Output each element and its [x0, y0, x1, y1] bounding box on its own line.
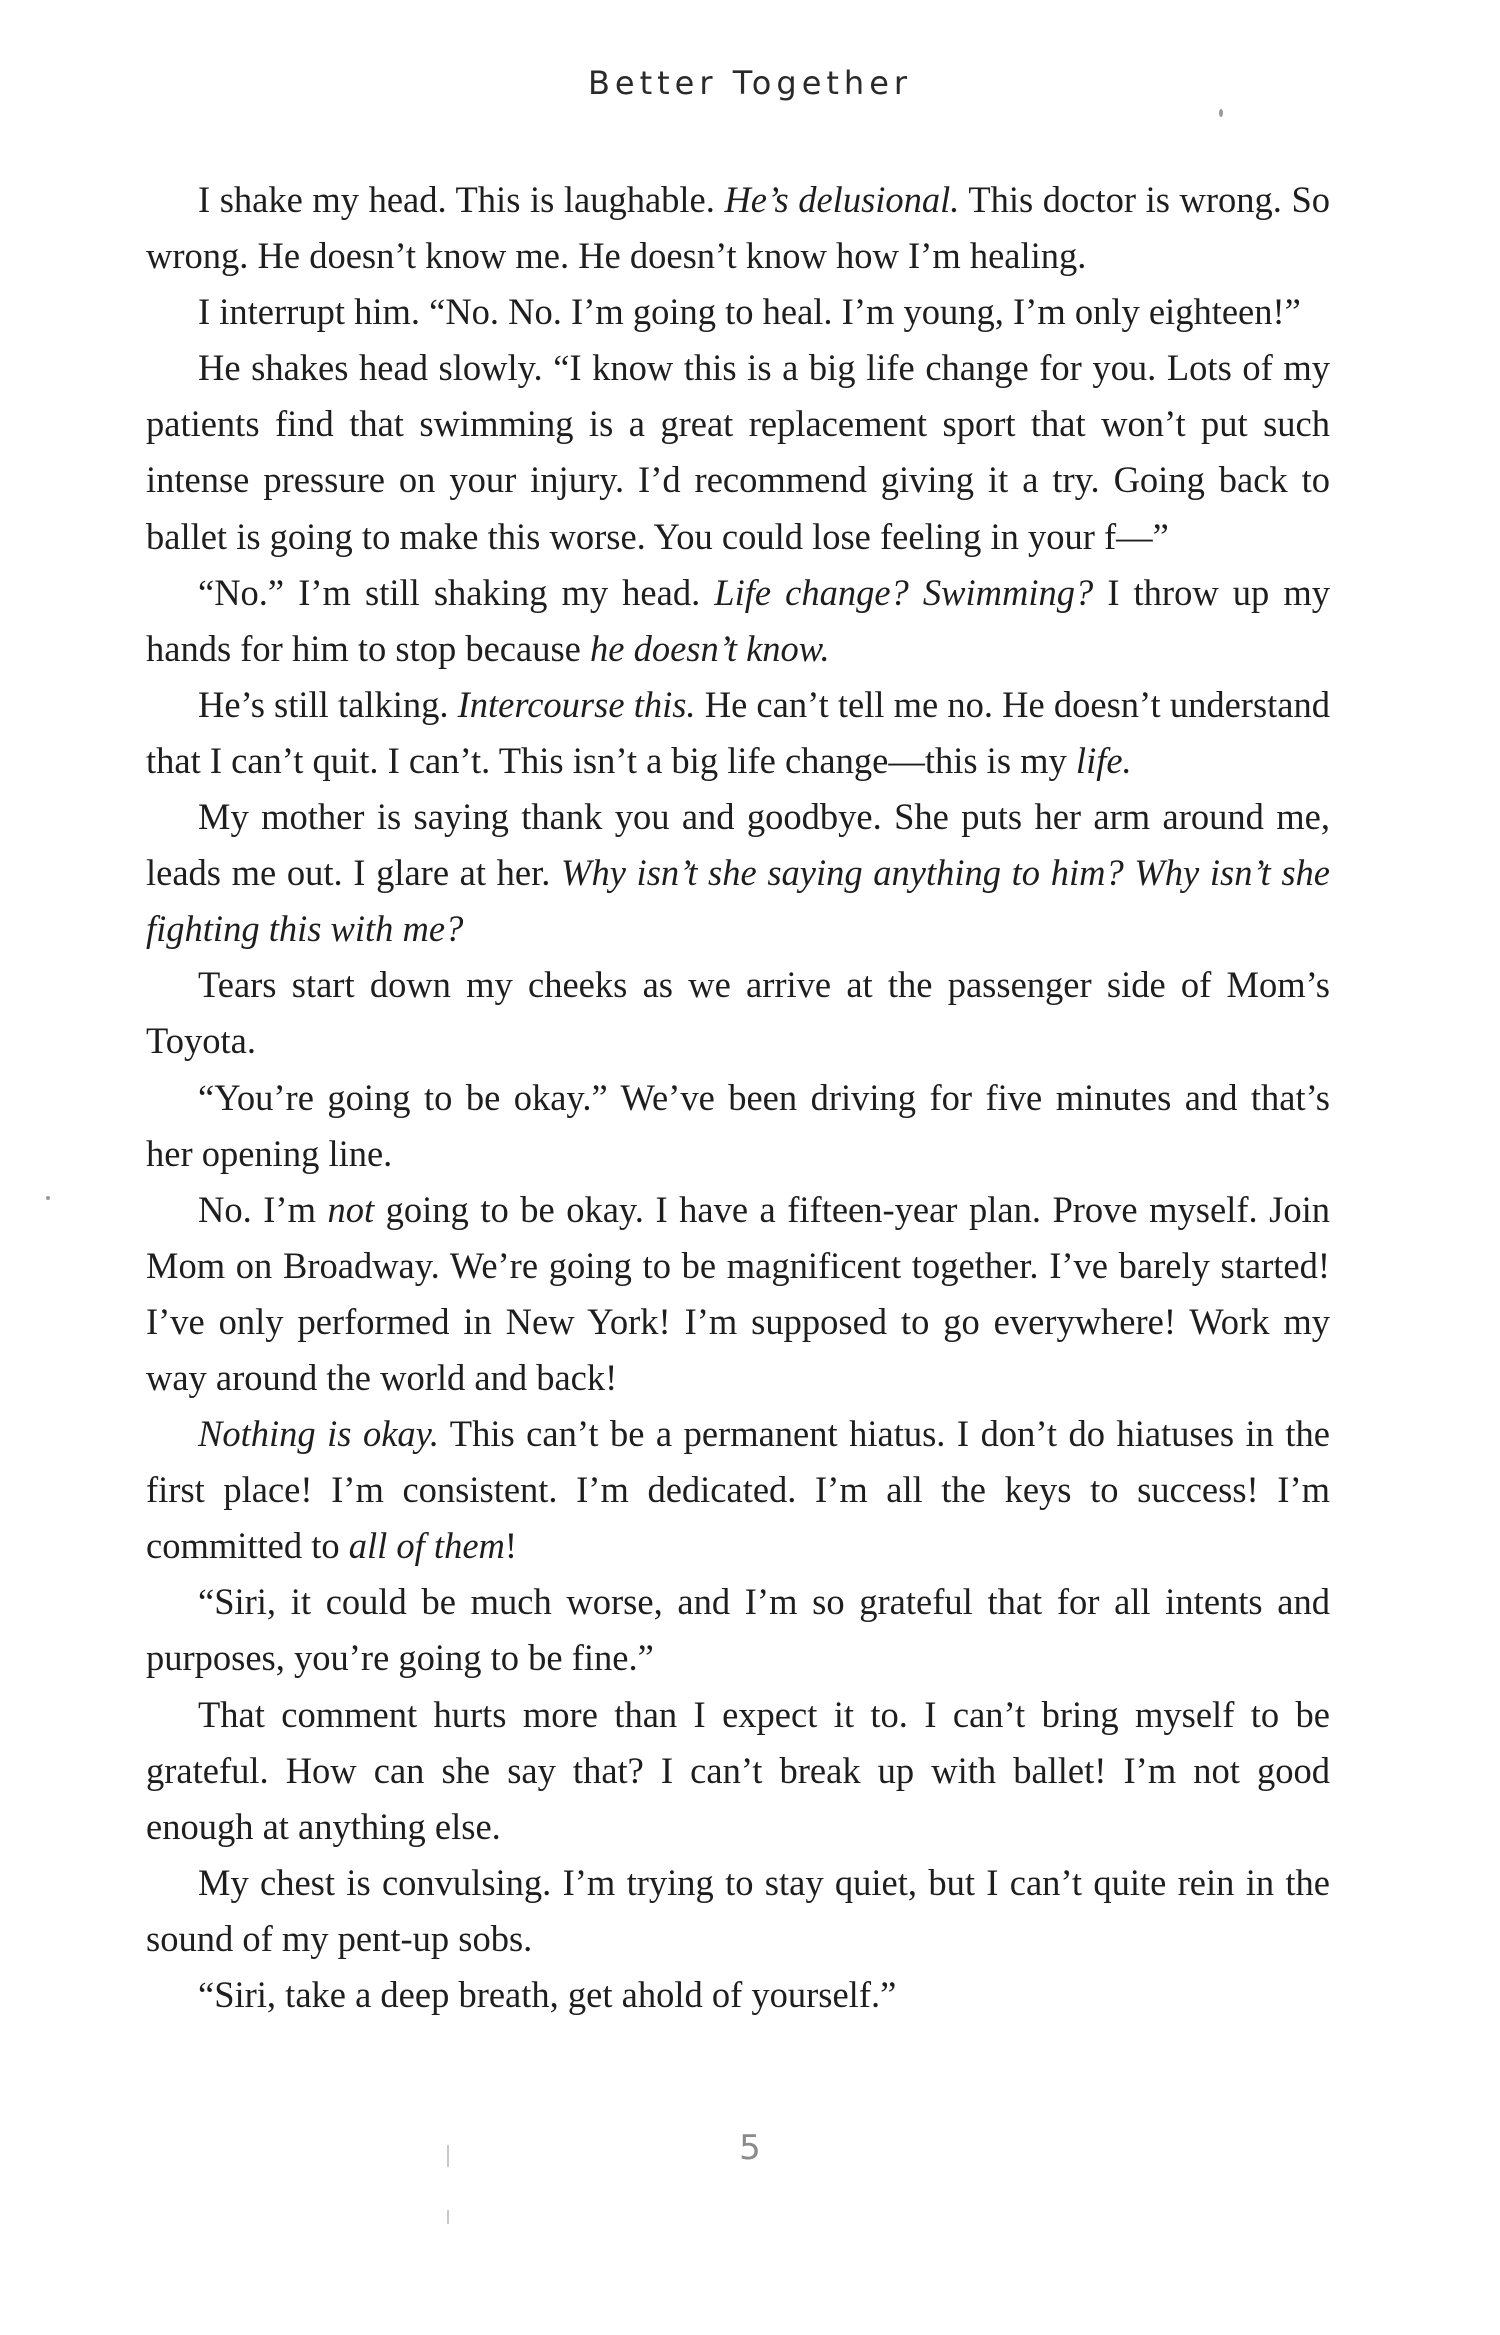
scan-speck	[46, 1196, 50, 1200]
text-run: This doctor is wrong. So wrong. He doesn’t know me. He doesn’t know how I’m healing.	[146, 179, 1331, 277]
italic-text: life.	[1075, 739, 1132, 781]
text-run: “Siri, it could be much worse, and I’m so grateful that for all intents and purposes, you’re going to be fine.”	[146, 1581, 1330, 1679]
italic-text: he doesn’t know.	[590, 627, 830, 669]
paragraph	[146, 677, 1330, 789]
paragraph	[146, 284, 1330, 340]
text-run: !	[504, 1525, 518, 1567]
text-run: I throw up my hands for him to stop because	[146, 571, 1330, 669]
italic-text: Life change? Swimming?	[714, 571, 1094, 613]
italic-text: not	[327, 1188, 375, 1230]
text-run: going to be okay. I have a fifteen-year plan. Prove myself. Join Mom on Broadway. We’re going to be magnificent together. I’ve barely started! I’ve only performed in New York! I’m supposed to go everywhere! Work my way around the world and back!	[146, 1188, 1330, 1398]
paragraph	[146, 957, 1330, 1069]
paragraph	[146, 1687, 1330, 1855]
scan-speck	[1219, 109, 1223, 117]
italic-text: Why isn’t she saying anything to him? Why isn’t she fighting this with me?	[146, 852, 1330, 950]
text-run: This can’t be a permanent hiatus. I don’t do hiatuses in the first place! I’m consistent. I’m dedicated. I’m all the keys to success! I’m committed to	[146, 1413, 1330, 1567]
paragraph	[146, 1574, 1330, 1686]
text-run: My chest is convulsing. I’m trying to stay quiet, but I can’t quite rein in the sound of my pent-up sobs.	[146, 1861, 1330, 1959]
paragraph	[146, 340, 1330, 564]
paragraph	[146, 1967, 1330, 2023]
text-run: “Siri, take a deep breath, get ahold of yourself.”	[198, 1974, 897, 2015]
italic-text: all of them	[348, 1525, 505, 1567]
running-head: Better Together	[587, 64, 913, 102]
paragraph	[146, 789, 1330, 957]
text-run: “You’re going to be okay.” We’ve been driving for five minutes and that’s her opening line.	[146, 1076, 1330, 1174]
text-run: Tears start down my cheeks as we arrive at the passenger side of Mom’s Toyota.	[146, 964, 1330, 1062]
scan-line	[447, 2145, 449, 2167]
text-run: He shakes head slowly. “I know this is a big life change for you. Lots of my patients find that swimming is a great replacement sport that won’t put such intense pressure on your injury. I’d recommend giving it a try. Going back to ballet is going to make this worse. You could lose feeling in your f—”	[146, 347, 1330, 557]
text-run: My mother is saying thank you and goodbye. She puts her arm around me, leads me out. I glare at her.	[146, 796, 1330, 894]
text-run: No. I’m	[198, 1188, 328, 1230]
text-run: “No.” I’m still shaking my head.	[198, 571, 715, 613]
paragraph	[146, 1182, 1330, 1406]
italic-text: He’s delusional.	[724, 179, 960, 220]
paragraph	[146, 1855, 1330, 1967]
paragraph	[146, 1070, 1330, 1182]
italic-text: Intercourse this.	[457, 683, 696, 725]
text-run: That comment hurts more than I expect it to. I can’t bring myself to be grateful. How can she say that? I can’t break up with ballet! I’m not good enough at anything else.	[146, 1693, 1330, 1847]
text-run: I interrupt him. “No. No. I’m going to heal. I’m young, I’m only eighteen!”	[198, 291, 1301, 333]
page-number: 5	[739, 2128, 761, 2168]
text-run: He can’t tell me no. He doesn’t understand that I can’t quit. I can’t. This isn’t a big life change—this is my	[146, 683, 1330, 781]
text-run: I shake my head. This is laughable.	[198, 179, 725, 220]
paragraph	[146, 172, 1330, 284]
paragraph	[146, 1406, 1330, 1574]
italic-text: Nothing is okay.	[198, 1413, 439, 1455]
body-text	[146, 172, 1330, 2023]
text-run: He’s still talking.	[198, 683, 458, 725]
scan-line	[447, 2210, 449, 2224]
paragraph	[146, 565, 1330, 677]
